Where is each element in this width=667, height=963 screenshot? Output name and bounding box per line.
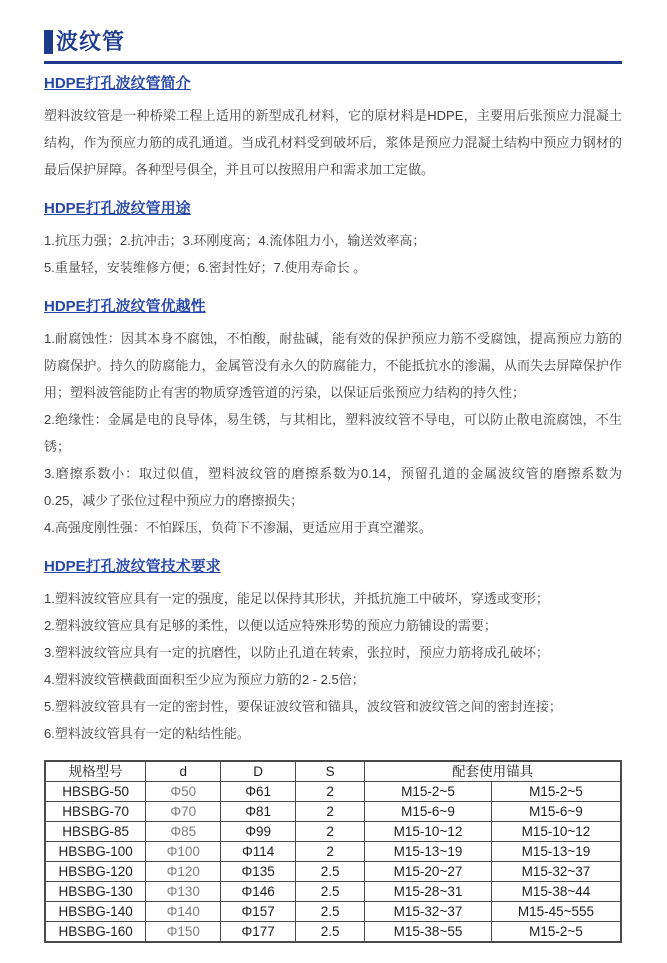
advantage-item: 1.耐腐蚀性：因其本身不腐蚀，不怕酸，耐盐碱，能有效的保护预应力筋不受腐蚀，提高预应力筋的防腐保护。持久的防腐能力，金属管没有永久的防腐能力，不能抵抗水的渗漏，从而失去屏障保护作用；塑料波管能防止有害的物质穿透管道的污染，以保证后张预应力结构的持久性； <box>44 331 622 400</box>
outer-d-cell: Φ146 <box>221 882 296 902</box>
header-S: S <box>296 761 365 782</box>
header-model: 规格型号 <box>45 761 146 782</box>
anchor-cell-1: M15-6~9 <box>365 802 492 822</box>
requirement-item: 1.塑料波纹管应具有一定的强度，能足以保持其形状，并抵抗施工中破坏，穿透或变形； <box>44 591 549 606</box>
requirement-item: 5.塑料波纹管具有一定的密封性，要保证波纹管和锚具，波纹管和波纹管之间的密封连接； <box>44 699 562 714</box>
outer-d-cell: Φ157 <box>221 902 296 922</box>
d-cell: Φ85 <box>146 822 221 842</box>
spec-table <box>44 760 622 943</box>
s-cell: 2.5 <box>296 882 365 902</box>
anchor-cell-1: M15-10~12 <box>365 822 492 842</box>
outer-d-cell: Φ177 <box>221 922 296 943</box>
header-D: D <box>221 761 296 782</box>
s-cell: 2.5 <box>296 902 365 922</box>
table-row <box>45 882 621 902</box>
uses-line: 5.重量轻，安装维修方便；6.密封性好；7.使用寿命长 。 <box>44 260 367 275</box>
table-row <box>45 922 621 943</box>
title-accent-bar-icon <box>44 30 53 54</box>
model-cell: HBSBG-85 <box>45 822 146 842</box>
d-cell: Φ120 <box>146 862 221 882</box>
requirement-item: 4.塑料波纹管横截面面积至少应为预应力筋的2 - 2.5倍； <box>44 672 365 687</box>
anchor-cell-2: M15-38~44 <box>491 882 621 902</box>
page-title: 波纹管 <box>56 29 126 54</box>
anchor-cell-2: M15-2~5 <box>491 922 621 943</box>
model-cell: HBSBG-70 <box>45 802 146 822</box>
model-cell: HBSBG-130 <box>45 882 146 902</box>
d-cell: Φ100 <box>146 842 221 862</box>
section-heading-uses[interactable]: HDPE打孔波纹管用途 <box>44 200 191 217</box>
uses-line: 1.抗压力强；2.抗冲击；3.环刚度高；4.流体阻力小，输送效率高； <box>44 233 426 248</box>
anchor-cell-1: M15-38~55 <box>365 922 492 943</box>
page-title-bar <box>44 30 622 64</box>
table-row <box>45 822 621 842</box>
section-heading-intro[interactable]: HDPE打孔波纹管简介 <box>44 75 191 92</box>
table-header-row <box>45 761 621 782</box>
outer-d-cell: Φ114 <box>221 842 296 862</box>
advantage-item: 3.磨擦系数小：取过似值，塑料波纹管的磨擦系数为0.14，预留孔道的金属波纹管的磨擦系数为0.25，减少了张位过程中预应力的磨擦损失； <box>44 466 622 508</box>
advantage-item: 4.高强度刚性强：不怕踩压，负荷下不渗漏，更适应用于真空灌浆。 <box>44 520 432 535</box>
spec-table-body <box>45 782 621 943</box>
header-anchor: 配套使用锚具 <box>365 761 621 782</box>
anchor-cell-2: M15-10~12 <box>491 822 621 842</box>
anchor-cell-2: M15-13~19 <box>491 842 621 862</box>
advantage-item: 2.绝缘性：金属是电的良导体，易生锈，与其相比，塑料波纹管不导电，可以防止散电流腐蚀，不生锈； <box>44 412 622 454</box>
requirement-item: 3.塑料波纹管应具有一定的抗磨性，以防止孔道在转索，张拉时，预应力筋将成孔破坏； <box>44 645 549 660</box>
d-cell: Φ140 <box>146 902 221 922</box>
outer-d-cell: Φ135 <box>221 862 296 882</box>
s-cell: 2 <box>296 822 365 842</box>
model-cell: HBSBG-160 <box>45 922 146 943</box>
outer-d-cell: Φ81 <box>221 802 296 822</box>
anchor-cell-1: M15-2~5 <box>365 782 492 802</box>
outer-d-cell: Φ61 <box>221 782 296 802</box>
s-cell: 2.5 <box>296 922 365 943</box>
d-cell: Φ50 <box>146 782 221 802</box>
anchor-cell-2: M15-2~5 <box>491 782 621 802</box>
table-row <box>45 782 621 802</box>
model-cell: HBSBG-120 <box>45 862 146 882</box>
requirement-item: 2.塑料波纹管应具有足够的柔性，以便以适应特殊形势的预应力筋铺设的需要； <box>44 618 497 633</box>
intro-paragraph: 塑料波纹管是一种桥梁工程上适用的新型成孔材料，它的原材料是HDPE，主要用后张预应力混凝土结构，作为预应力筋的成孔通道。当成孔材料受到破坏后，浆体是预应力混凝土结构中预应力钢材的最后保护屏障。各种型号俱全，并且可以按照用户和需求加工定做。 <box>44 108 622 177</box>
s-cell: 2 <box>296 802 365 822</box>
table-row <box>45 802 621 822</box>
s-cell: 2 <box>296 842 365 862</box>
anchor-cell-1: M15-20~27 <box>365 862 492 882</box>
anchor-cell-1: M15-32~37 <box>365 902 492 922</box>
d-cell: Φ130 <box>146 882 221 902</box>
section-heading-advantages[interactable]: HDPE打孔波纹管优越性 <box>44 298 206 315</box>
outer-d-cell: Φ99 <box>221 822 296 842</box>
model-cell: HBSBG-50 <box>45 782 146 802</box>
section-heading-requirements[interactable]: HDPE打孔波纹管技术要求 <box>44 558 221 575</box>
model-cell: HBSBG-100 <box>45 842 146 862</box>
requirement-item: 6.塑料波纹管具有一定的粘结性能。 <box>44 726 250 741</box>
table-row <box>45 862 621 882</box>
table-row <box>45 842 621 862</box>
anchor-cell-2: M15-32~37 <box>491 862 621 882</box>
anchor-cell-1: M15-13~19 <box>365 842 492 862</box>
s-cell: 2.5 <box>296 862 365 882</box>
anchor-cell-2: M15-6~9 <box>491 802 621 822</box>
anchor-cell-2: M15-45~555 <box>491 902 621 922</box>
s-cell: 2 <box>296 782 365 802</box>
anchor-cell-1: M15-28~31 <box>365 882 492 902</box>
model-cell: HBSBG-140 <box>45 902 146 922</box>
d-cell: Φ70 <box>146 802 221 822</box>
header-d: d <box>146 761 221 782</box>
d-cell: Φ150 <box>146 922 221 943</box>
table-row <box>45 902 621 922</box>
